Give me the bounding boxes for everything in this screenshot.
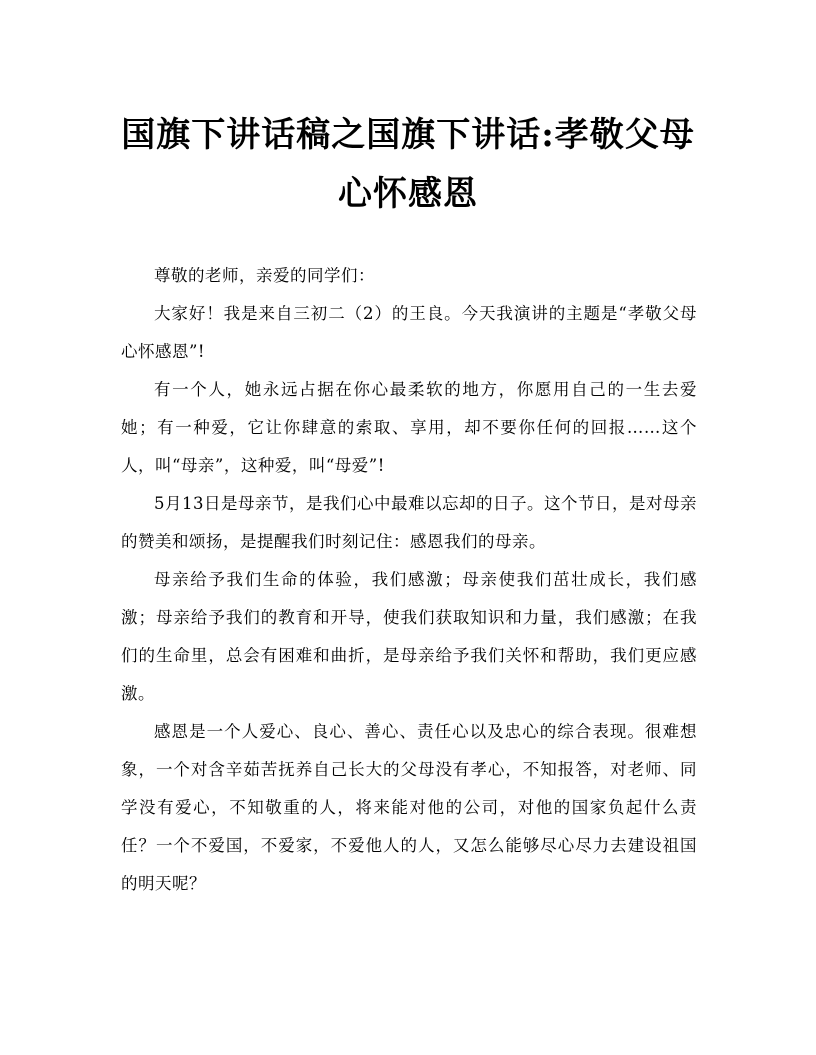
document-title-line-1: 国旗下讲话稿之国旗下讲话:孝敬父母: [121, 115, 695, 155]
paragraph-gratitude-meaning: 感恩是一个人爱心、良心、善心、责任心以及忠心的综合表现。很难想象，一个对含辛茹苦抚养自己长大的父母没有孝心，不知报答，对老师、同学没有爱心，不知敬重的人，将来能对他的公司，对他的国家负起什么责任？一个不爱国，不爱家，不爱他人的人，又怎么能够尽心尽力去建设祖国的明天呢？: [121, 722, 697, 893]
document-title-line-2: 心怀感恩: [338, 174, 478, 214]
paragraph-greeting: 尊敬的老师，亲爱的同学们：: [154, 266, 375, 285]
paragraph-mothers-day: 5月13日是母亲节，是我们心中最难以忘却的日子。这个节日，是对母亲的赞美和颂扬，是提醒我们时刻记住：感恩我们的母亲。: [121, 494, 697, 551]
paragraph-mother-love: 有一个人，她永远占据在你心最柔软的地方，你愿用自己的一生去爱她；有一种爱，它让你肆意的索取、享用，却不要你任何的回报……这个人，叫“母亲”，这种爱，叫“母爱”!: [121, 380, 697, 475]
document-body: [121, 257, 697, 903]
paragraph-introduction: 大家好！我是来自三初二（2）的王良。今天我演讲的主题是“孝敬父母 心怀感恩”!: [121, 304, 697, 361]
paragraph-gratitude-list: 母亲给予我们生命的体验，我们感激；母亲使我们茁壮成长，我们感激；母亲给予我们的教育和开导，使我们获取知识和力量，我们感激；在我们的生命里，总会有困难和曲折，是母亲给予我们关怀和帮助，我们更应感激。: [121, 570, 697, 703]
